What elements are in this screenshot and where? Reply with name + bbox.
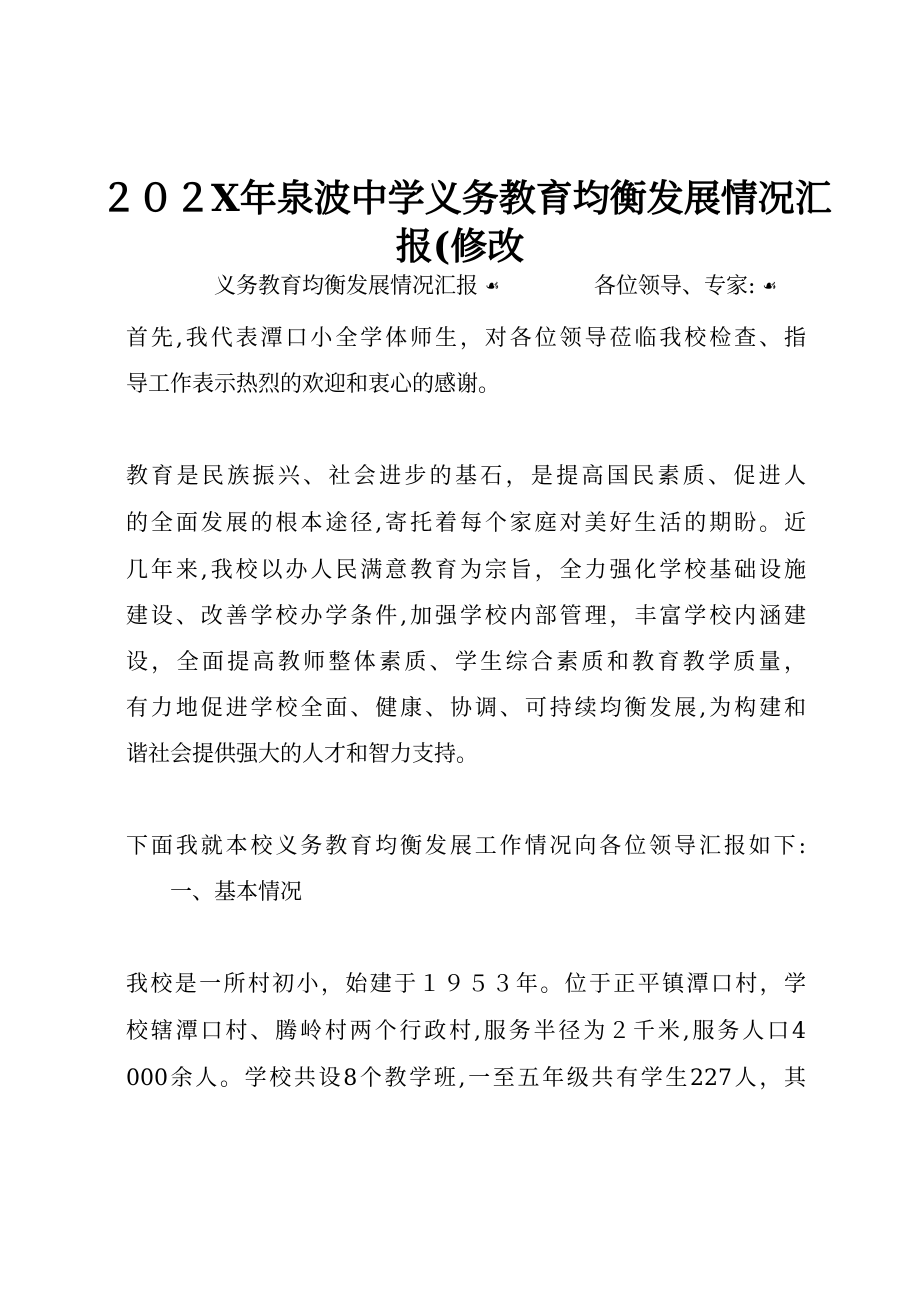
intro-line: 导工作表示热烈的欢迎和衷心的感谢。 xyxy=(126,372,501,397)
paragraph-line: 下面我就本校义务教育均衡发展工作情况向各位领导汇报如下: xyxy=(126,834,806,859)
paragraph-line: 谐社会提供强大的人才和智力支持。 xyxy=(126,742,479,767)
section-heading: 一、基本情况 xyxy=(170,880,303,905)
paragraph-mark-icon: ☙ xyxy=(762,276,777,295)
document-title-line-2: 报(修改 xyxy=(395,224,525,268)
paragraph-line: 教育是民族振兴、社会进步的基石，是提高国民素质、促进人 xyxy=(126,464,806,489)
paragraph-line: 建设、改善学校办学条件,加强学校内部管理，丰富学校内涵建 xyxy=(126,604,806,629)
header-left-group xyxy=(214,272,499,303)
paragraph-line: 几年来,我校以办人民满意教育为宗旨，全力强化学校基础设施 xyxy=(126,558,806,583)
paragraph-line: 000余人。学校共设8个教学班,一至五年级共有学生227人，其 xyxy=(126,1066,806,1091)
salutation: 各位领导、专家: xyxy=(594,274,756,299)
paragraph-line: 校辖潭口村、腾岭村两个行政村,服务半径为２千米,服务人口4 xyxy=(126,1019,806,1044)
paragraph-mark-icon: ☙ xyxy=(485,276,500,295)
intro-line: 首先,我代表潭口小全学体师生，对各位领导莅临我校检查、指 xyxy=(126,326,806,351)
paragraph-line: 设，全面提高教师整体素质、学生综合素质和教育教学质量， xyxy=(126,650,806,675)
report-subtitle: 义务教育均衡发展情况汇报 xyxy=(214,274,479,299)
paragraph-line: 的全面发展的根本途径,寄托着每个家庭对美好生活的期盼。近 xyxy=(126,511,806,536)
paragraph-line: 有力地促进学校全面、健康、协调、可持续均衡发展,为构建和 xyxy=(126,696,806,721)
document-title-line-1: ２０２X年泉波中学义务教育均衡发展情况汇 xyxy=(100,176,832,220)
header-right-group xyxy=(594,272,777,303)
paragraph-line: 我校是一所村初小，始建于１９５３年。位于正平镇潭口村，学 xyxy=(126,972,806,997)
